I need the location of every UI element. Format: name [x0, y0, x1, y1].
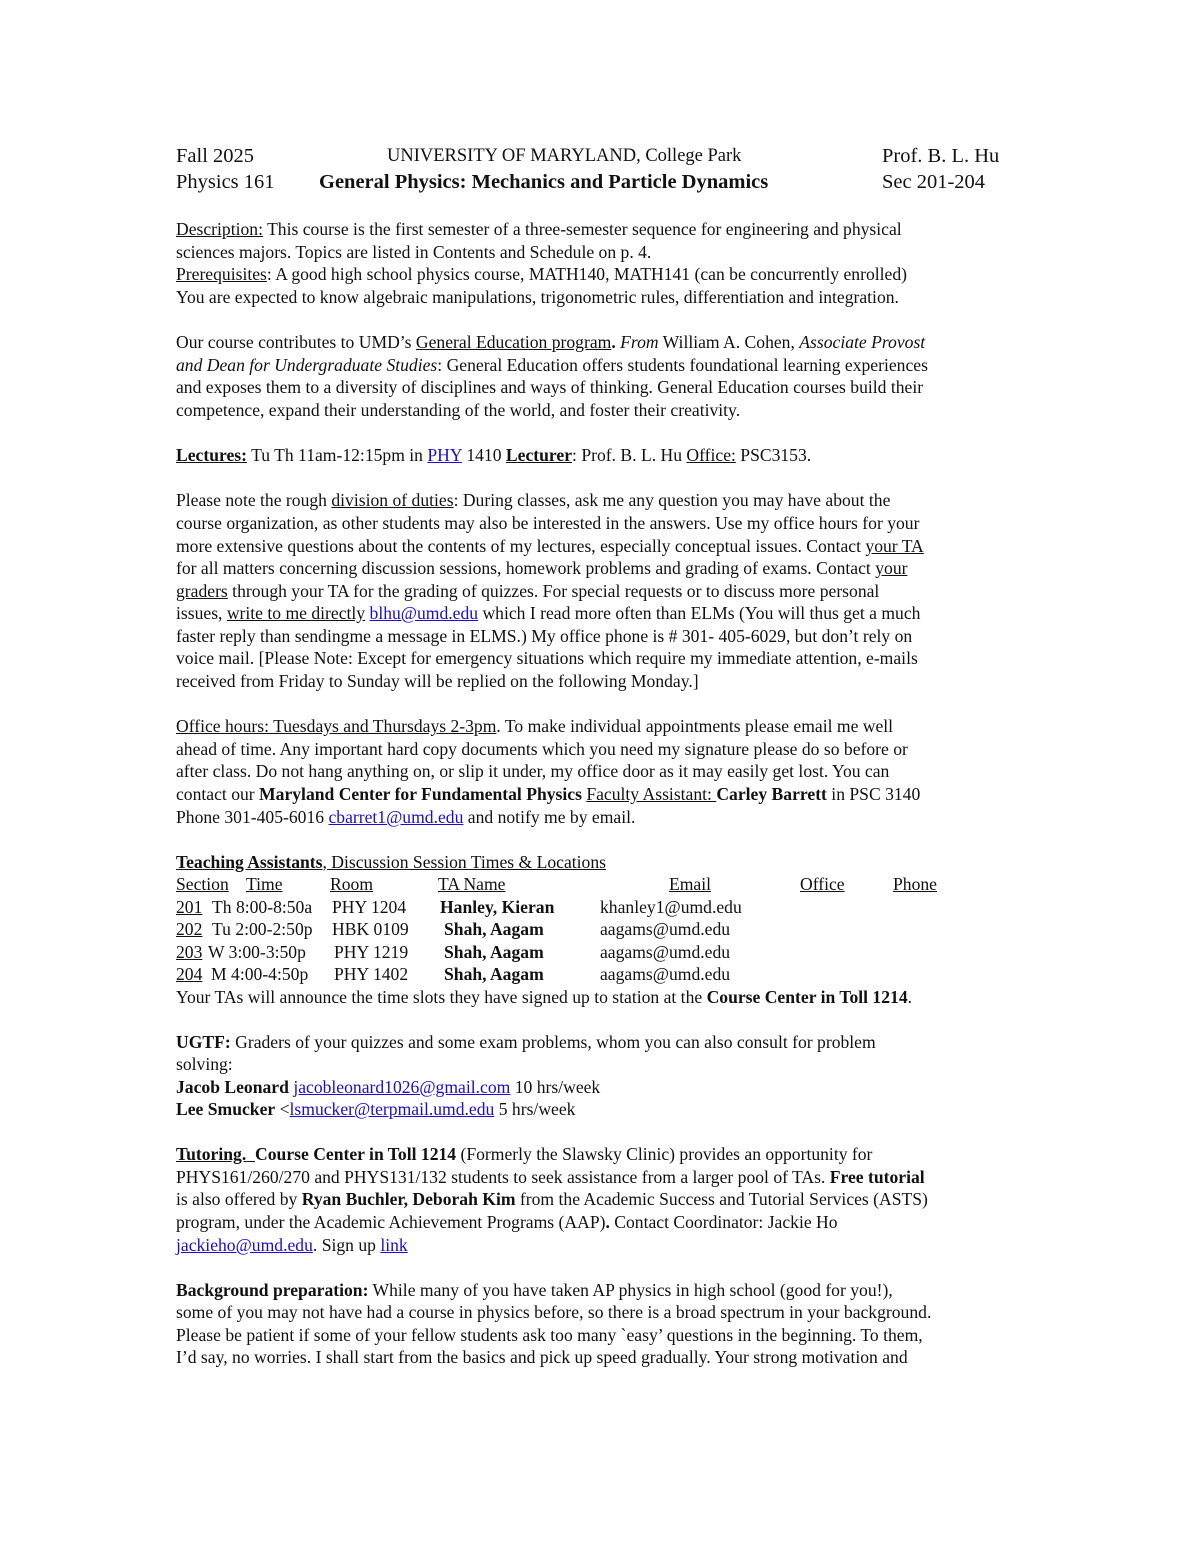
background-label: Background preparation: [176, 1280, 369, 1300]
tutoring-label: Tutoring. [176, 1144, 247, 1164]
duties-line: for all matters concerning discussion sessions, homework problems and grading of exams. Contact your [176, 558, 908, 578]
description-line: Description: This course is the first semester of a three-semester sequence for engineering and physical [176, 219, 902, 239]
header-time: Time [246, 874, 283, 894]
background-line: Background preparation: While many of you have taken AP physics in high school (good for you!), [176, 1280, 893, 1300]
background-line: some of you may not have had a course in physics before, so there is a broad spectrum in your background. [176, 1302, 932, 1322]
description-line: sciences majors. Topics are listed in Contents and Schedule on p. 4. [176, 242, 652, 262]
header-ta-name: TA Name [438, 874, 506, 894]
ugtf-line: solving: [176, 1054, 233, 1074]
document-page: Fall 2025 UNIVERSITY OF MARYLAND, College Park Prof. B. L. Hu Physics 161 General Physics: Mechanics and Particle Dynamics Sec 201-204 Description: This course is the first semester of a three-semester sequence for engineering and physical sciences majors. Topics are listed in Contents and Schedule on p. 4. Prerequisites: A good high school physics course, MATH140, MATH141 (can be concurrently enrolled) You are expected to know algebraic manipulations, trigonometric rules, differentiation and integration. Our course contributes to UMD’s General Education program. From William A. Cohen, Associate Provost and Dean for Undergraduate Studies: General Education offers students foundational learning experiences and exposes them to a diversity of disciplines and ways of thinking. General Education courses build their competence, expand their understanding of the world, and foster their creativity. Lectures: Tu Th 11am-12:15pm in PHY 1410 Lecturer: Prof. B. L. Hu Office: PSC3153. Please note the rough division of duties: During classes, ask me any question you may have about the course organization, as other students may also be interested in the answers. Use my office hours for your more extensive questions about the contents of my lectures, especially conceptual issues. Contact your TA for all matters concerning discussion sessions, homework problems and grading of exams. Contact your graders through your TA for the grading of quizzes. For special requests or to discuss more personal issues, write to me directly blhu@umd.edu which I read more often than ELMs (You will thus get a much faster reply than sendingme a message in ELMS.) My office phone is # 301- 405-6029, but don’t rely on voice mail. [Please Note: Except for emergency situations which require my immediate attention, e-mails received from Friday to Sunday will be replied on the following Monday.] Office hours: Tuesdays and Thursdays 2-3pm. To make individual appointments please email me well ahead of time. Any important hard copy documents which you need my signature please do so before or after class. Do not hang anything on, or slip it under, my office door as it may easily get lost. You can contact our Maryland Center for Fundamental Physics Faculty Assistant: Carley Barrett in PSC 3140 Phone 301-405-6016 cbarret1@umd.edu and notify me by email. Teaching Assistants, Discussion Session Times & Locations Section Time Room TA Name Email Office Phone 201 Th 8:00-8:50a PHY 1204 Hanley, Kieran khanley1@umd.edu 202 Tu 2:00-2:50p HBK 0109 Shah, Aagam aagams@umd.edu 203 W 3:00-3:50p PHY 1219 Shah, Aagam aagams@umd.edu 204 M 4:00-4:50p PHY 1402 Shah, Aagam aagams@umd.edu Your TAs will announce the time slots they have signed up to station at the Course Center in Toll 1214. UGTF: Graders of your quizzes and some exam problems, whom you can also consult for problem solving: Jacob Leonard jacobleonard1026@gmail.com 10 hrs/week Lee Smucker <lsmucker@terpmail.umd.edu 5 hrs/week Tutoring. Course Center in Toll 1214 (Formerly the Slawsky Clinic) provides an opportunity for PHYS161/260/270 and PHYS131/132 students to seek assistance from a larger pool of TAs. Free tutorial is also offered by Ryan Buchler, Deborah Kim from the Academic Success and Tutorial Services (ASTS) program, under the Academic Achievement Programs (AAP). Contact Coordinator: Jackie Ho jackieho@umd.edu. Sign up link Background preparation: While many of you have taken AP physics in high school (good for you!), some of you may not have had a course in physics before, so there is a broad spectrum in your background. Please be patient if some of your fellow students ask too many `easy’ questions in the beginning. To them, I’d say, no worries. I shall start from the basics and pick up speed gradually. Your strong motivation and [176, 145, 1000, 1367]
prerequisites-line: Prerequisites: A good high school physics course, MATH140, MATH141 (can be concurrently enrolled) [176, 264, 907, 284]
gened-line: Our course contributes to UMD’s General Education program. From William A. Cohen, Associate Provost [176, 332, 926, 352]
grader-email-link[interactable]: lsmucker@terpmail.umd.edu [289, 1099, 495, 1119]
tutoring-line: is also offered by Ryan Buchler, Deborah Kim from the Academic Success and Tutorial Services (ASTS) [176, 1189, 928, 1209]
duties-line: graders through your TA for the grading of quizzes. For special requests or to discuss more personal [176, 581, 880, 601]
ugtf-label: UGTF: [176, 1032, 231, 1052]
duties-line: more extensive questions about the contents of my lectures, especially conceptual issues. Contact your TA [176, 536, 924, 556]
gened-program-link[interactable]: General Education program [415, 332, 612, 352]
header-phone: Phone [893, 874, 937, 894]
ugtf-line: UGTF: Graders of your quizzes and some exam problems, whom you can also consult for problem [176, 1032, 876, 1052]
grader-email-link[interactable]: jacobleonard1026@gmail.com [293, 1077, 511, 1097]
ta-table-title: Teaching Assistants, Discussion Session Times & Locations [176, 852, 606, 872]
lectures-line: Lectures: Tu Th 11am-12:15pm in PHY 1410 Lecturer: Prof. B. L. Hu Office: PSC3153. [176, 445, 812, 465]
lecturer-label: Lecturer [505, 445, 573, 465]
duties-line: Please note the rough division of duties: During classes, ask me any question you may have about the [176, 490, 891, 510]
professor-email-link[interactable]: blhu@umd.edu [369, 603, 479, 623]
description-label: Description: [176, 219, 263, 239]
office-label: Office: [686, 445, 736, 465]
course-title: General Physics: Mechanics and Particle Dynamics [319, 171, 769, 193]
background-line: Please be patient if some of your fellow students ask too many `easy’ questions in the beginning. To them, [176, 1325, 923, 1345]
sections: Sec 201-204 [882, 171, 986, 193]
tutoring-line: jackieho@umd.edu. Sign up link [176, 1235, 408, 1255]
duties-line: issues, write to me directly blhu@umd.edu which I read more often than ELMs (You will thus get a much [176, 603, 921, 623]
office-hours-line: after class. Do not hang anything on, or slip it under, my office door as it may easily get lost. You can [176, 761, 890, 781]
sign-up-link[interactable]: link [380, 1235, 408, 1255]
gened-line: and Dean for Undergraduate Studies: General Education offers students foundational learning experiences [176, 355, 928, 375]
grader-line: Lee Smucker <lsmucker@terpmail.umd.edu 5 hrs/week [176, 1099, 576, 1119]
description-line: You are expected to know algebraic manipulations, trigonometric rules, differentiation and integration. [176, 287, 899, 307]
prerequisites-label: Prerequisites [176, 264, 267, 284]
professor: Prof. B. L. Hu [882, 145, 1000, 167]
coordinator-email-link[interactable]: jackieho@umd.edu [176, 1235, 313, 1255]
phy-building-link[interactable]: PHY [427, 445, 462, 465]
background-line: I’d say, no worries. I shall start from the basics and pick up speed gradually. Your strong motivation and [176, 1347, 908, 1367]
header-room: Room [330, 874, 374, 894]
office-hours-line: ahead of time. Any important hard copy documents which you need my signature please do so before or [176, 739, 908, 759]
header-section: Section [176, 874, 229, 894]
assistant-email-link[interactable]: cbarret1@umd.edu [328, 807, 464, 827]
tutoring-line: PHYS161/260/270 and PHYS131/132 students to seek assistance from a larger pool of TAs. Free tutorial [176, 1167, 925, 1187]
tutoring-line: Tutoring. Course Center in Toll 1214 (Formerly the Slawsky Clinic) provides an opportunity for [176, 1144, 873, 1164]
university: UNIVERSITY OF MARYLAND, College Park [387, 146, 742, 166]
header-email: Email [669, 874, 712, 894]
office-hours-line: Office hours: Tuesdays and Thursdays 2-3pm. To make individual appointments please email me well [176, 716, 894, 736]
duties-line: received from Friday to Sunday will be replied on the following Monday.] [176, 671, 699, 691]
term: Fall 2025 [176, 145, 255, 167]
grader-line: Jacob Leonard jacobleonard1026@gmail.com 10 hrs/week [176, 1077, 601, 1097]
lectures-label: Lectures [176, 445, 242, 465]
tutoring-line: program, under the Academic Achievement Programs (AAP). Contact Coordinator: Jackie Ho [176, 1212, 838, 1232]
office-hours-line: contact our Maryland Center for Fundamental Physics Faculty Assistant: Carley Barrett in PSC 3140 [176, 784, 921, 804]
gened-line: and exposes them to a diversity of disciplines and ways of thinking. General Education courses build their [176, 377, 924, 397]
duties-line: faster reply than sendingme a message in ELMS.) My office phone is # 301- 405-6029, but don’t rely on [176, 626, 913, 646]
course-code: Physics 161 [176, 171, 275, 193]
office-hours-line: Phone 301-405-6016 cbarret1@umd.edu and notify me by email. [176, 807, 636, 827]
header-office: Office [800, 874, 845, 894]
duties-line: course organization, as other students may also be interested in the answers. Use my office hours for your [176, 513, 920, 533]
gened-line: competence, expand their understanding of the world, and foster their creativity. [176, 400, 741, 420]
ta-note: Your TAs will announce the time slots they have signed up to station at the Course Center in Toll 1214. [176, 987, 913, 1007]
duties-line: voice mail. [Please Note: Except for emergency situations which require my immediate attention, e-mails [176, 648, 918, 668]
